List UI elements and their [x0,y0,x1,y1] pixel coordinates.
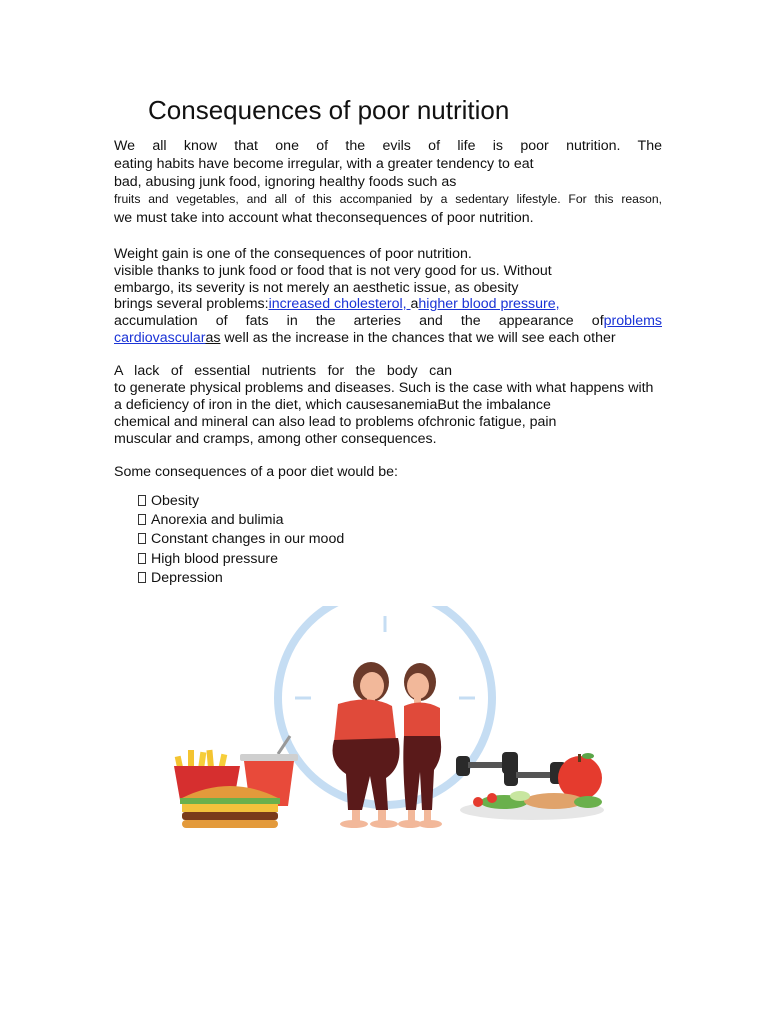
list-item-label: Anorexia and bulimia [151,512,284,529]
paragraph-1-line-5: we must take into account what theconsequences of poor nutrition. [114,210,534,226]
consequences-list [138,492,344,588]
line-text: a [410,296,419,312]
missing-glyph-bullet-icon [138,533,146,544]
paragraph-2-line-2: visible thanks to junk food or food that is not very good for us. Without [114,263,552,279]
apple-icon [558,753,602,800]
paragraph-2-line-5 [114,313,662,330]
missing-glyph-bullet-icon [138,495,146,506]
list-item-label: Obesity [151,493,200,509]
link-increased-cholesterol[interactable]: increased cholesterol, [268,296,411,312]
line-text: brings several problems: [114,296,269,312]
paragraph-3-line-5: muscular and cramps, among other consequences. [114,431,437,447]
paragraph-2-line-1: Weight gain is one of the consequences of poor nutrition. [114,246,472,262]
paragraph-1-line-2: eating habits have become irregular, with a greater tendency to eat [114,156,534,172]
list-item [138,511,344,530]
link-higher-blood-pressure[interactable]: higher blood pressure, [418,296,560,312]
list-item-label: Constant changes in our mood [151,531,345,548]
link-cardiovascular[interactable]: cardiovascular [114,330,206,346]
list-intro: Some consequences of a poor diet would be: [114,464,398,480]
list-item [138,492,344,511]
paragraph-3-line-4: chemical and mineral can also lead to problems ofchronic fatigue, pain [114,414,557,430]
line-text: accumulation of fats in the arteries and the appearance of [114,313,604,329]
nutrition-illustration [148,606,626,866]
paragraph-1-line-1: We all know that one of the evils of life is poor nutrition. The [114,138,662,154]
line-text: well as the increase in the chances that we will see each other [220,330,616,346]
paragraph-2-line-3: embargo, its severity is not merely an aesthetic issue, as obesity [114,280,519,296]
list-item [138,569,344,588]
paragraph-2-line-4 [114,296,662,313]
list-item [138,530,344,549]
paragraph-3-line-2: to generate physical problems and diseases. Such is the case with what happens with [114,380,654,396]
missing-glyph-bullet-icon [138,572,146,583]
paragraph-1-line-3: bad, abusing junk food, ignoring healthy foods such as [114,174,457,190]
paragraph-3-line-1: A lack of essential nutrients for the body can [114,363,452,379]
link-cardiovascular-problems[interactable]: problems [603,313,662,329]
missing-glyph-bullet-icon [138,553,146,564]
paragraph-3-line-3: a deficiency of iron in the diet, which causesanemiaBut the imbalance [114,397,551,413]
missing-glyph-bullet-icon [138,514,146,525]
line-text-underlined: as [205,330,221,346]
list-item-label: Depression [151,569,223,586]
list-item-label: High blood pressure [151,550,278,567]
page-title: Consequences of poor nutrition [148,95,510,125]
paragraph-2-line-6 [114,330,662,347]
paragraph-1-line-4: fruits and vegetables, and all of this accompanied by a sedentary lifestyle. For this reason, [114,192,662,206]
list-item [138,550,344,569]
